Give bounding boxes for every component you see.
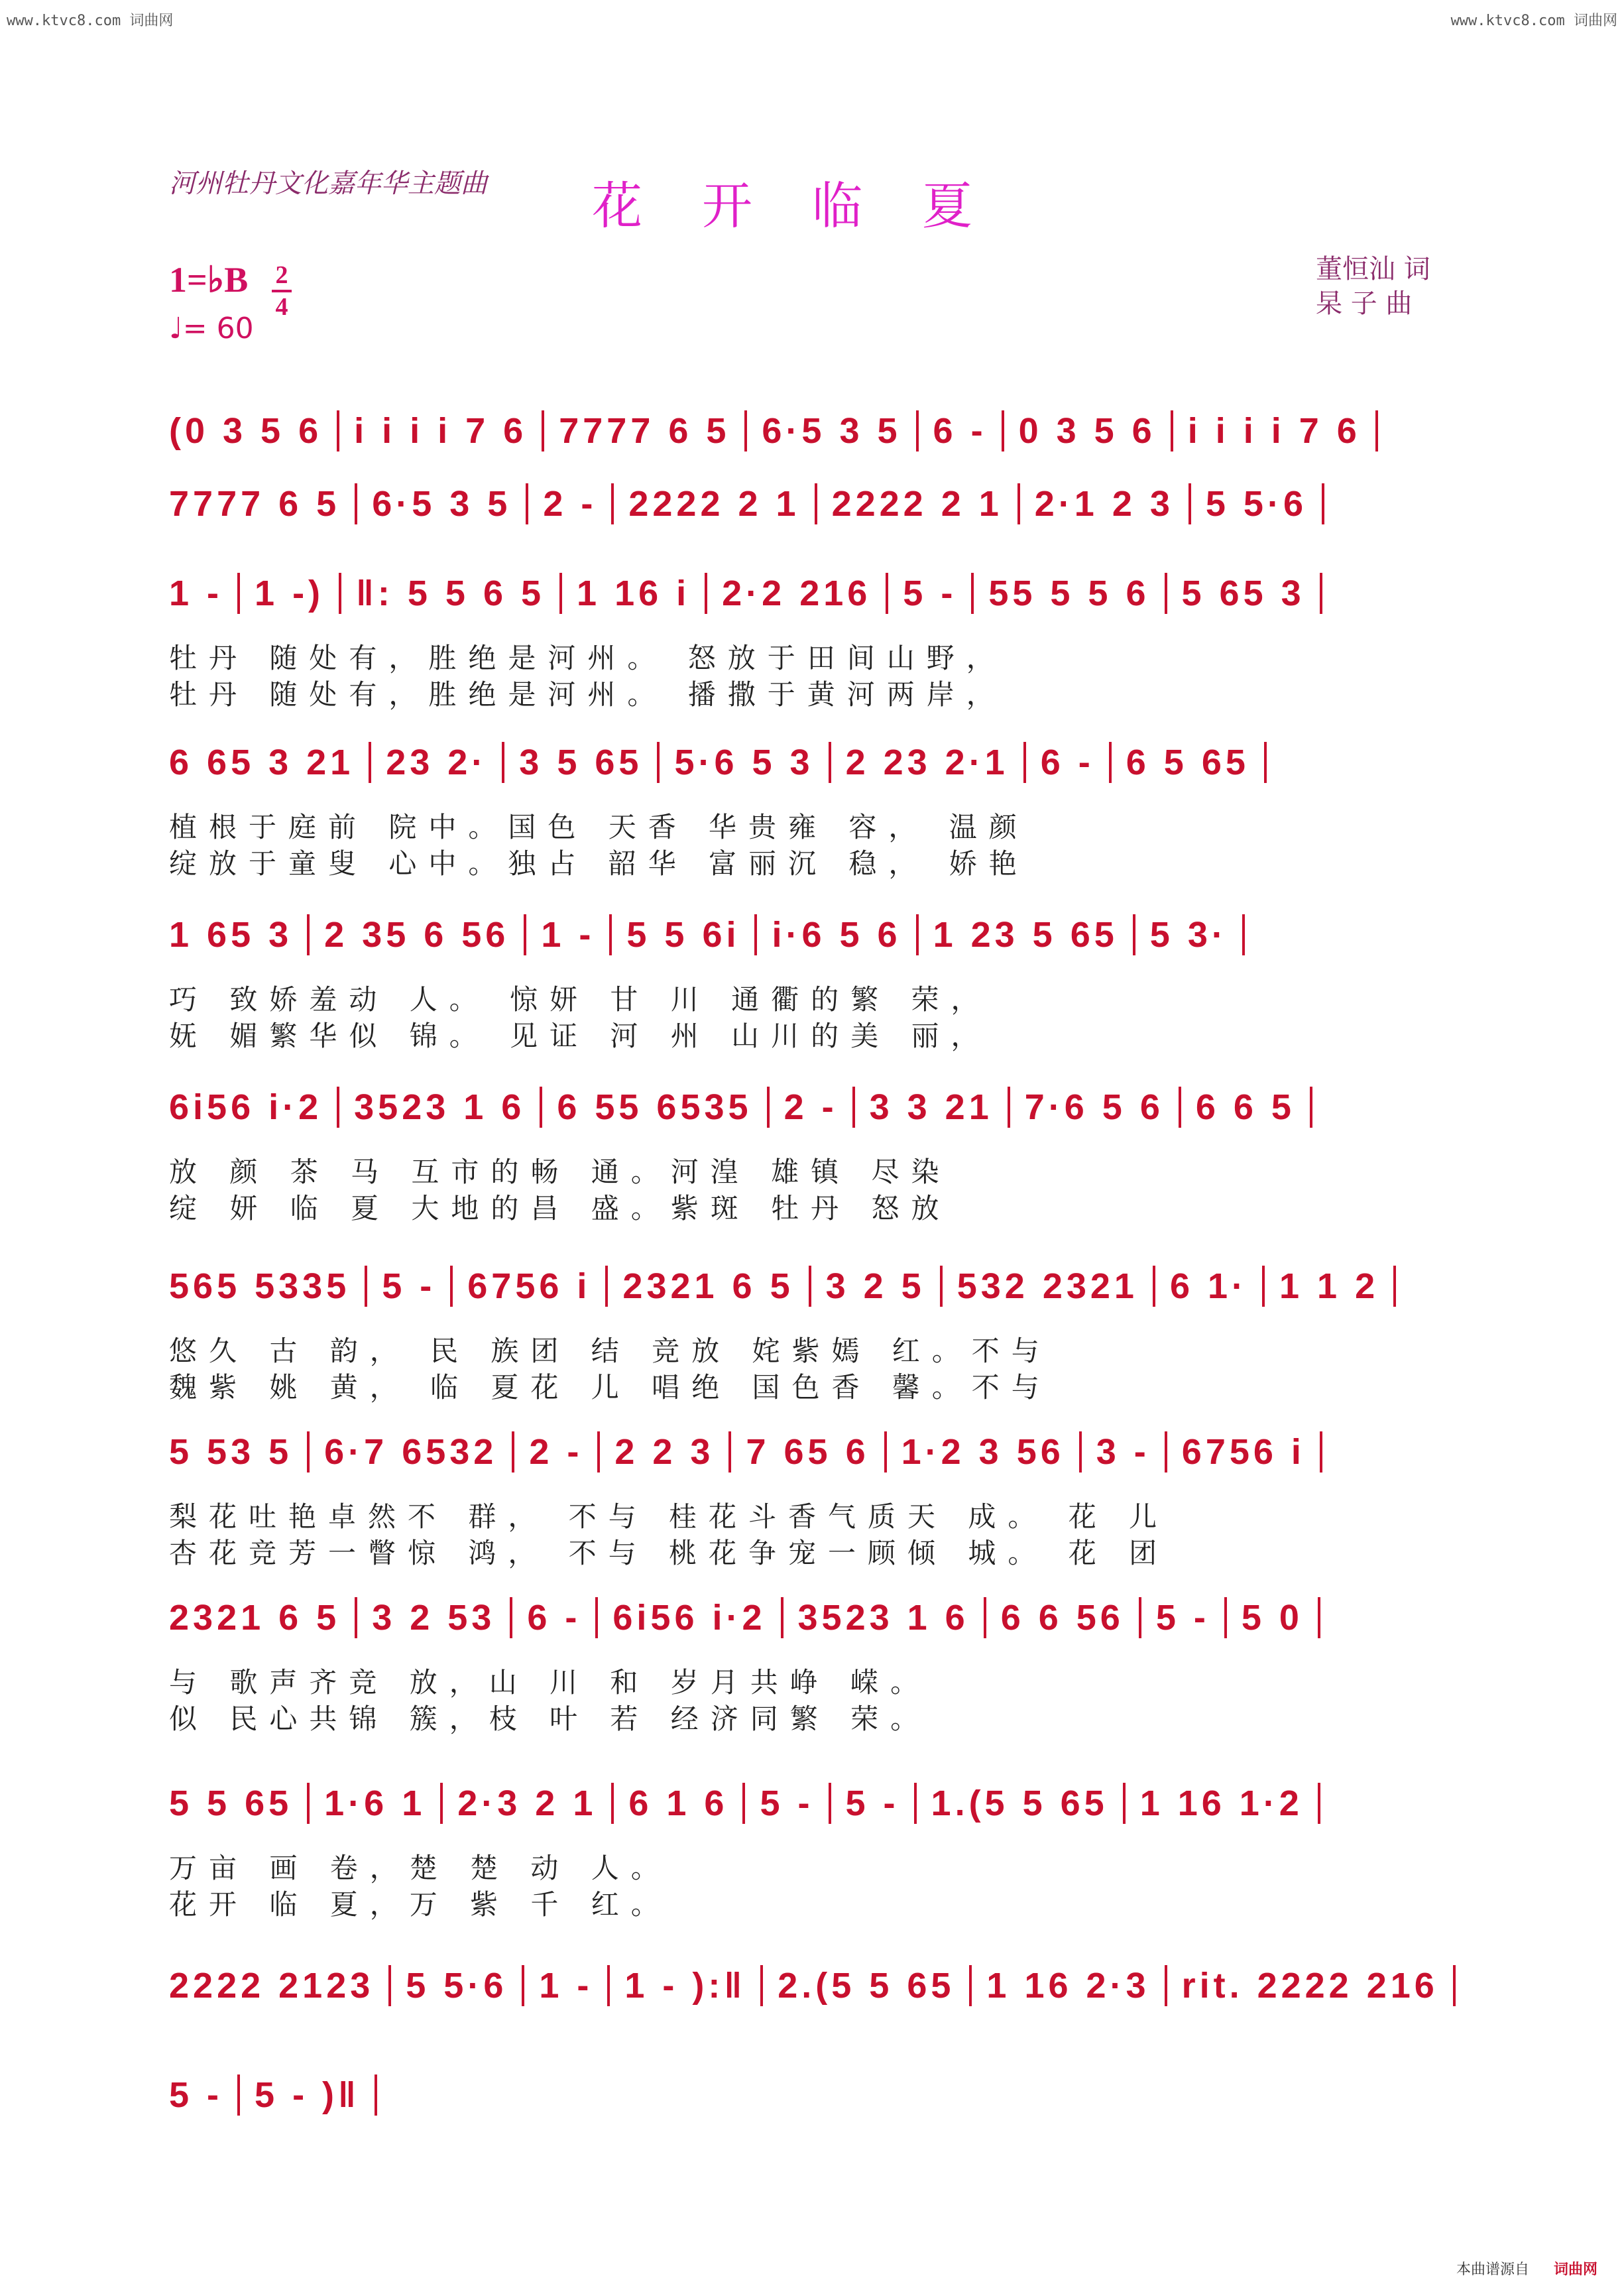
measure: 2 35 6 56 [310, 914, 526, 955]
measure: rit. 2222 216 [1167, 1965, 1456, 2006]
measure: 565 5335 [169, 1266, 367, 1307]
measure: 5·6 5 3 [660, 742, 831, 783]
site-header-right: www.ktvc8.com 词曲网 [1450, 13, 1617, 29]
measure: 1 - [526, 914, 612, 955]
measure: 5 0 [1227, 1597, 1320, 1638]
lyric-line: 花开 临 夏，万 紫 千 红。 [169, 1888, 671, 1921]
measure: i i i i 7 6 [1173, 410, 1378, 451]
measure: i i i i 7 6 [339, 410, 544, 451]
measure: 6 - [919, 410, 1004, 451]
measure: 6 1 6 [614, 1783, 745, 1824]
measure: 1 - ):‖ [610, 1965, 763, 2006]
measure: 3 5 65 [504, 742, 660, 783]
measure: 2·1 2 3 [1020, 483, 1191, 524]
measure: 23 2· [371, 742, 504, 783]
time-bottom: 4 [275, 293, 288, 321]
notes-line [169, 1425, 1455, 1478]
measure: 5 5 6i [612, 914, 757, 955]
time-signature [272, 262, 292, 320]
measure: 1·6 1 [310, 1783, 443, 1824]
credits [1316, 252, 1430, 321]
measure: 6·5 3 5 [747, 410, 918, 451]
lyric-line: 植根于庭前 院中。国色 天香 华贵雍 容， 温颜 [169, 811, 1029, 843]
measure: 1 65 3 [169, 914, 310, 955]
measure: 5 5 65 [169, 1783, 310, 1824]
measure: 2.(5 5 65 [763, 1965, 972, 2006]
measure: 3 - [1082, 1431, 1167, 1473]
lyric-line: 杏花竞芳一瞥惊 鸿， 不与 桃花争宠一顾倾 城。 花 团 [169, 1537, 1169, 1569]
measure: 2222 2 1 [614, 483, 817, 524]
measure: 6 5 65 [1112, 742, 1267, 783]
notes-line [169, 404, 1455, 457]
notes-line [169, 567, 1455, 620]
measure: 7777 6 5 [544, 410, 747, 451]
measure: 2·3 2 1 [443, 1783, 614, 1824]
lyric-line: 牡丹 随处有，胜绝是河州。 播撒于黄河两岸， [169, 678, 1006, 711]
notes-line [169, 1959, 1455, 2012]
measure: 5 - [888, 573, 974, 614]
time-top: 2 [275, 261, 288, 289]
measure: 6·7 6532 [310, 1431, 514, 1473]
measure: 5 - [745, 1783, 831, 1824]
lyric-line: 似 民心共锦 簇，枝 叶 若 经济同繁 荣。 [169, 1703, 931, 1735]
measure: 0 3 5 6 [1004, 410, 1173, 451]
composer: 杲 子 曲 [1316, 288, 1413, 319]
measure: 1 - [524, 1965, 610, 2006]
measure: 7·6 5 6 [1010, 1087, 1181, 1128]
notes-line [169, 1777, 1455, 1830]
measure: 1 23 5 65 [919, 914, 1135, 955]
measure: 5 - [367, 1266, 453, 1307]
measure: 1 -) [240, 573, 341, 614]
measure: 5 5·6 [391, 1965, 524, 2006]
footer-site: 词曲网 [1553, 2261, 1597, 2278]
measure: 2222 2123 [169, 1965, 391, 2006]
lyric-line: 万亩 画 卷，楚 楚 动 人。 [169, 1852, 671, 1884]
measure: 6 - [1026, 742, 1112, 783]
measure: 1.(5 5 65 [917, 1783, 1126, 1824]
measure: 7 65 6 [731, 1431, 886, 1473]
measure: 5 53 5 [169, 1431, 310, 1473]
measure: 3523 1 6 [339, 1087, 542, 1128]
measure: 1 16 1·2 [1126, 1783, 1320, 1824]
measure: ‖: 5 5 6 5 [341, 573, 562, 614]
measure: 6 65 3 21 [169, 742, 371, 783]
measure: 1 16 i [562, 573, 707, 614]
measure: 5 - [1141, 1597, 1227, 1638]
lyricist: 董恒汕 词 [1316, 254, 1430, 284]
lyric-line: 绽 妍 临 夏 大地的昌 盛。紫斑 牡丹 怒放 [169, 1192, 951, 1225]
measure: 5 - [831, 1783, 917, 1824]
measure: 5 5·6 [1191, 483, 1324, 524]
measure: 1 - [169, 573, 240, 614]
measure: 6 - [512, 1597, 598, 1638]
measure: 6756 i [453, 1266, 608, 1307]
measure: 6 6 56 [986, 1597, 1141, 1638]
measure: 6 55 6535 [542, 1087, 769, 1128]
measure: 6·5 3 5 [357, 483, 528, 524]
measure: 2321 6 5 [608, 1266, 811, 1307]
measure: 2 2 3 [600, 1431, 731, 1473]
measure: 2 - [514, 1431, 600, 1473]
measure: 3523 1 6 [783, 1597, 986, 1638]
measure: 6i56 i·2 [169, 1087, 339, 1128]
measure: 2 23 2·1 [831, 742, 1026, 783]
key-signature: 1=♭B [169, 260, 249, 300]
measure: 2222 2 1 [817, 483, 1020, 524]
lyric-line: 牡丹 随处有，胜绝是河州。 怒放于田间山野， [169, 642, 1006, 674]
notes-line [169, 1081, 1455, 1134]
notes-line [169, 1591, 1455, 1644]
measure: 2·2 216 [707, 573, 888, 614]
measure: 2 - [770, 1087, 855, 1128]
notes-line [169, 477, 1455, 530]
notes-line [169, 736, 1455, 789]
measure: 6756 i [1167, 1431, 1322, 1473]
lyric-line: 与 歌声齐竞 放，山 川 和 岁月共峥 嵘。 [169, 1666, 931, 1699]
song-title: 花开临夏 [592, 176, 1032, 235]
measure: 2 - [528, 483, 614, 524]
measure: 5 65 3 [1167, 573, 1322, 614]
lyric-line: 悠久 古 韵， 民 族团 结 竞放 姹紫嫣 红。不与 [169, 1335, 1051, 1367]
notes-line [169, 908, 1455, 961]
measure: 5 - [169, 2074, 240, 2116]
notes-line [169, 2069, 1455, 2122]
lyric-line: 放 颜 茶 马 互市的畅 通。河湟 雄镇 尽染 [169, 1156, 951, 1188]
footer-source: 本曲谱源自 [1456, 2261, 1529, 2278]
lyric-line: 妩 媚繁华似 锦。 见证 河 州 山川的美 丽， [169, 1020, 991, 1052]
lyric-line: 魏紫 姚 黄， 临 夏花 儿 唱绝 国色香 馨。不与 [169, 1371, 1051, 1404]
footer [1456, 2258, 1597, 2279]
measure: 1 1 2 [1265, 1266, 1396, 1307]
measure: 5 - )‖ [240, 2074, 377, 2116]
measure: 3 3 21 [855, 1087, 1010, 1128]
measure: 3 2 53 [357, 1597, 512, 1638]
measure: 7777 6 5 [169, 483, 357, 524]
measure: 1 16 2·3 [972, 1965, 1167, 2006]
measure: 55 5 5 6 [974, 573, 1167, 614]
measure: (0 3 5 6 [169, 410, 339, 451]
measure: 6 6 5 [1181, 1087, 1312, 1128]
lyric-line: 绽放于童叟 心中。独占 韶华 富丽沉 稳， 娇艳 [169, 847, 1029, 880]
measure: i·6 5 6 [757, 914, 918, 955]
lyric-line: 巧 致娇羞动 人。 惊妍 甘 川 通衢的繁 荣， [169, 983, 991, 1016]
lyric-line: 梨花吐艳卓然不 群， 不与 桂花斗香气质天 成。 花 儿 [169, 1500, 1169, 1533]
measure: 6 1· [1155, 1266, 1265, 1307]
site-header-left: www.ktvc8.com 词曲网 [7, 13, 174, 29]
measure: 2321 6 5 [169, 1597, 357, 1638]
notes-line [169, 1260, 1455, 1313]
measure: 3 2 5 [811, 1266, 943, 1307]
measure: 1·2 3 56 [887, 1431, 1082, 1473]
measure: 5 3· [1135, 914, 1245, 955]
measure: 532 2321 [943, 1266, 1155, 1307]
measure: 6i56 i·2 [598, 1597, 783, 1638]
tempo-mark: ♩= 60 [169, 312, 254, 345]
song-subtitle: 河州牡丹文化嘉年华主题曲 [169, 168, 487, 199]
